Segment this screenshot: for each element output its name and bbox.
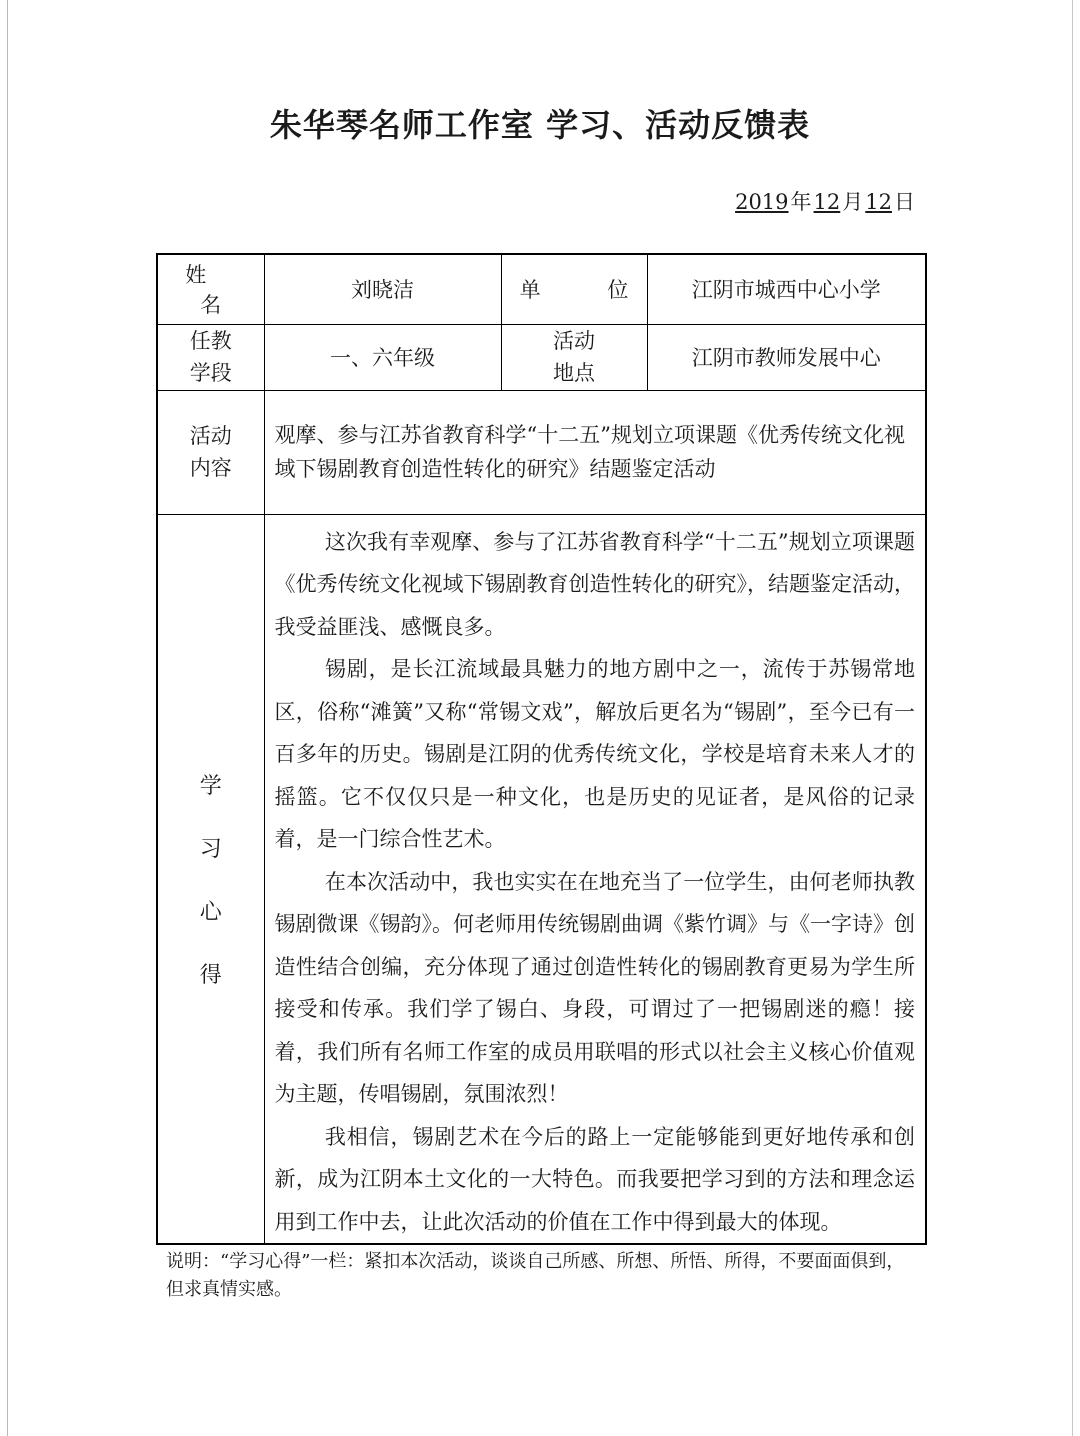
reflection-paragraph: 我相信，锡剧艺术在今后的路上一定能够能到更好地传承和创新，成为江阴本土文化的一大特色。而我要把学习到的方法和理念运用到工作中去，让此次活动的价值在工作中得到最大的体现。 bbox=[274, 1124, 915, 1234]
name-label: 姓 名 bbox=[185, 263, 252, 318]
grade-value-cell bbox=[264, 324, 501, 390]
unit-label-cell bbox=[501, 254, 659, 324]
table-row-content bbox=[157, 390, 926, 514]
reflection-label bbox=[158, 769, 264, 989]
date-day: 12 bbox=[865, 190, 892, 214]
document-date bbox=[733, 186, 915, 216]
name-value-cell bbox=[264, 254, 501, 324]
reflection-label-char: 学 bbox=[199, 773, 222, 799]
table-row-name bbox=[157, 254, 926, 324]
content-label-line2: 内容 bbox=[189, 456, 232, 480]
name-value: 刘晓洁 bbox=[351, 278, 414, 303]
footnote: 说明：“学习心得”一栏：紧扣本次活动，谈谈自己所感、所想、所悟、所得，不要面面俱到，但求真情实感。 bbox=[166, 1251, 905, 1300]
grade-label-cell bbox=[157, 324, 264, 390]
page-left-edge bbox=[7, 0, 8, 1436]
content-value-cell bbox=[264, 390, 926, 514]
content-label-line1: 活动 bbox=[189, 424, 232, 448]
date-month: 12 bbox=[813, 190, 841, 214]
place-label-cell bbox=[501, 324, 647, 390]
place-label-line2: 地点 bbox=[553, 361, 595, 385]
content-value: 观摩、参与江苏省教育科学“十二五”规划立项课题《优秀传统文化视域下锡剧教育创造性转化的研究》结题鉴定活动 bbox=[274, 423, 905, 481]
reflection-paragraph: 这次我有幸观摩、参与了江苏省教育科学“十二五”规划立项课题《优秀传统文化视域下锡剧教育创造性转化的研究》，结题鉴定活动，我受益匪浅、感慨良多。 bbox=[274, 529, 915, 639]
grade-label-line1: 任教 bbox=[189, 329, 232, 353]
place-value: 江阴市教师发展中心 bbox=[691, 346, 881, 370]
unit-value-cell bbox=[647, 254, 926, 324]
content-label-cell bbox=[157, 390, 264, 514]
table-row-reflection bbox=[157, 514, 926, 1244]
reflection-label-char: 得 bbox=[199, 962, 222, 988]
unit-value: 江阴市城西中心小学 bbox=[691, 278, 881, 303]
date-day-unit: 日 bbox=[894, 190, 915, 214]
reflection-paragraph: 在本次活动中，我也实实在在地充当了一位学生，由何老师执教锡剧微课《锡韵》。何老师用传统锡剧曲调《紫竹调》与《一字诗》创造性结合创编，充分体现了通过创造性转化的锡剧教育更易为学生所接受和传承。我们学了锡白、身段，可谓过了一把锡剧迷的瘾！接着，我们所有名师工作室的成员用联唱的形式以社会主义核心价值观为主题，传唱锡剧，氛围浓烈！ bbox=[274, 869, 915, 1106]
grade-value: 一、六年级 bbox=[330, 346, 435, 370]
table-row-grade bbox=[157, 324, 926, 390]
place-value-cell bbox=[647, 324, 926, 390]
date-year-unit: 年 bbox=[790, 190, 812, 214]
document-title: 朱华琴名师工作室 学习、活动反馈表 bbox=[269, 106, 811, 144]
feedback-form-table bbox=[156, 253, 927, 1245]
date-month-unit: 月 bbox=[842, 190, 864, 214]
reflection-label-char: 习 bbox=[199, 836, 222, 862]
page-right-edge bbox=[1072, 0, 1073, 1436]
name-label-cell bbox=[157, 254, 264, 324]
grade-label-line2: 学段 bbox=[189, 361, 232, 385]
reflection-label-cell bbox=[157, 514, 264, 1244]
date-year: 2019 bbox=[735, 190, 789, 214]
unit-label: 单 位 bbox=[519, 278, 659, 303]
reflection-text-cell bbox=[264, 514, 926, 1244]
reflection-label-char: 心 bbox=[199, 899, 222, 925]
reflection-paragraph: 锡剧，是长江流域最具魅力的地方剧中之一，流传于苏锡常地区，俗称“滩簧”又称“常锡文戏”，解放后更名为“锡剧”，至今已有一百多年的历史。锡剧是江阴的优秀传统文化，学校是培育未来人才的摇篮。它不仅仅只是一种文化，也是历史的见证者，是风俗的记录着，是一门综合性艺术。 bbox=[274, 657, 915, 851]
place-label-line1: 活动 bbox=[553, 329, 595, 353]
